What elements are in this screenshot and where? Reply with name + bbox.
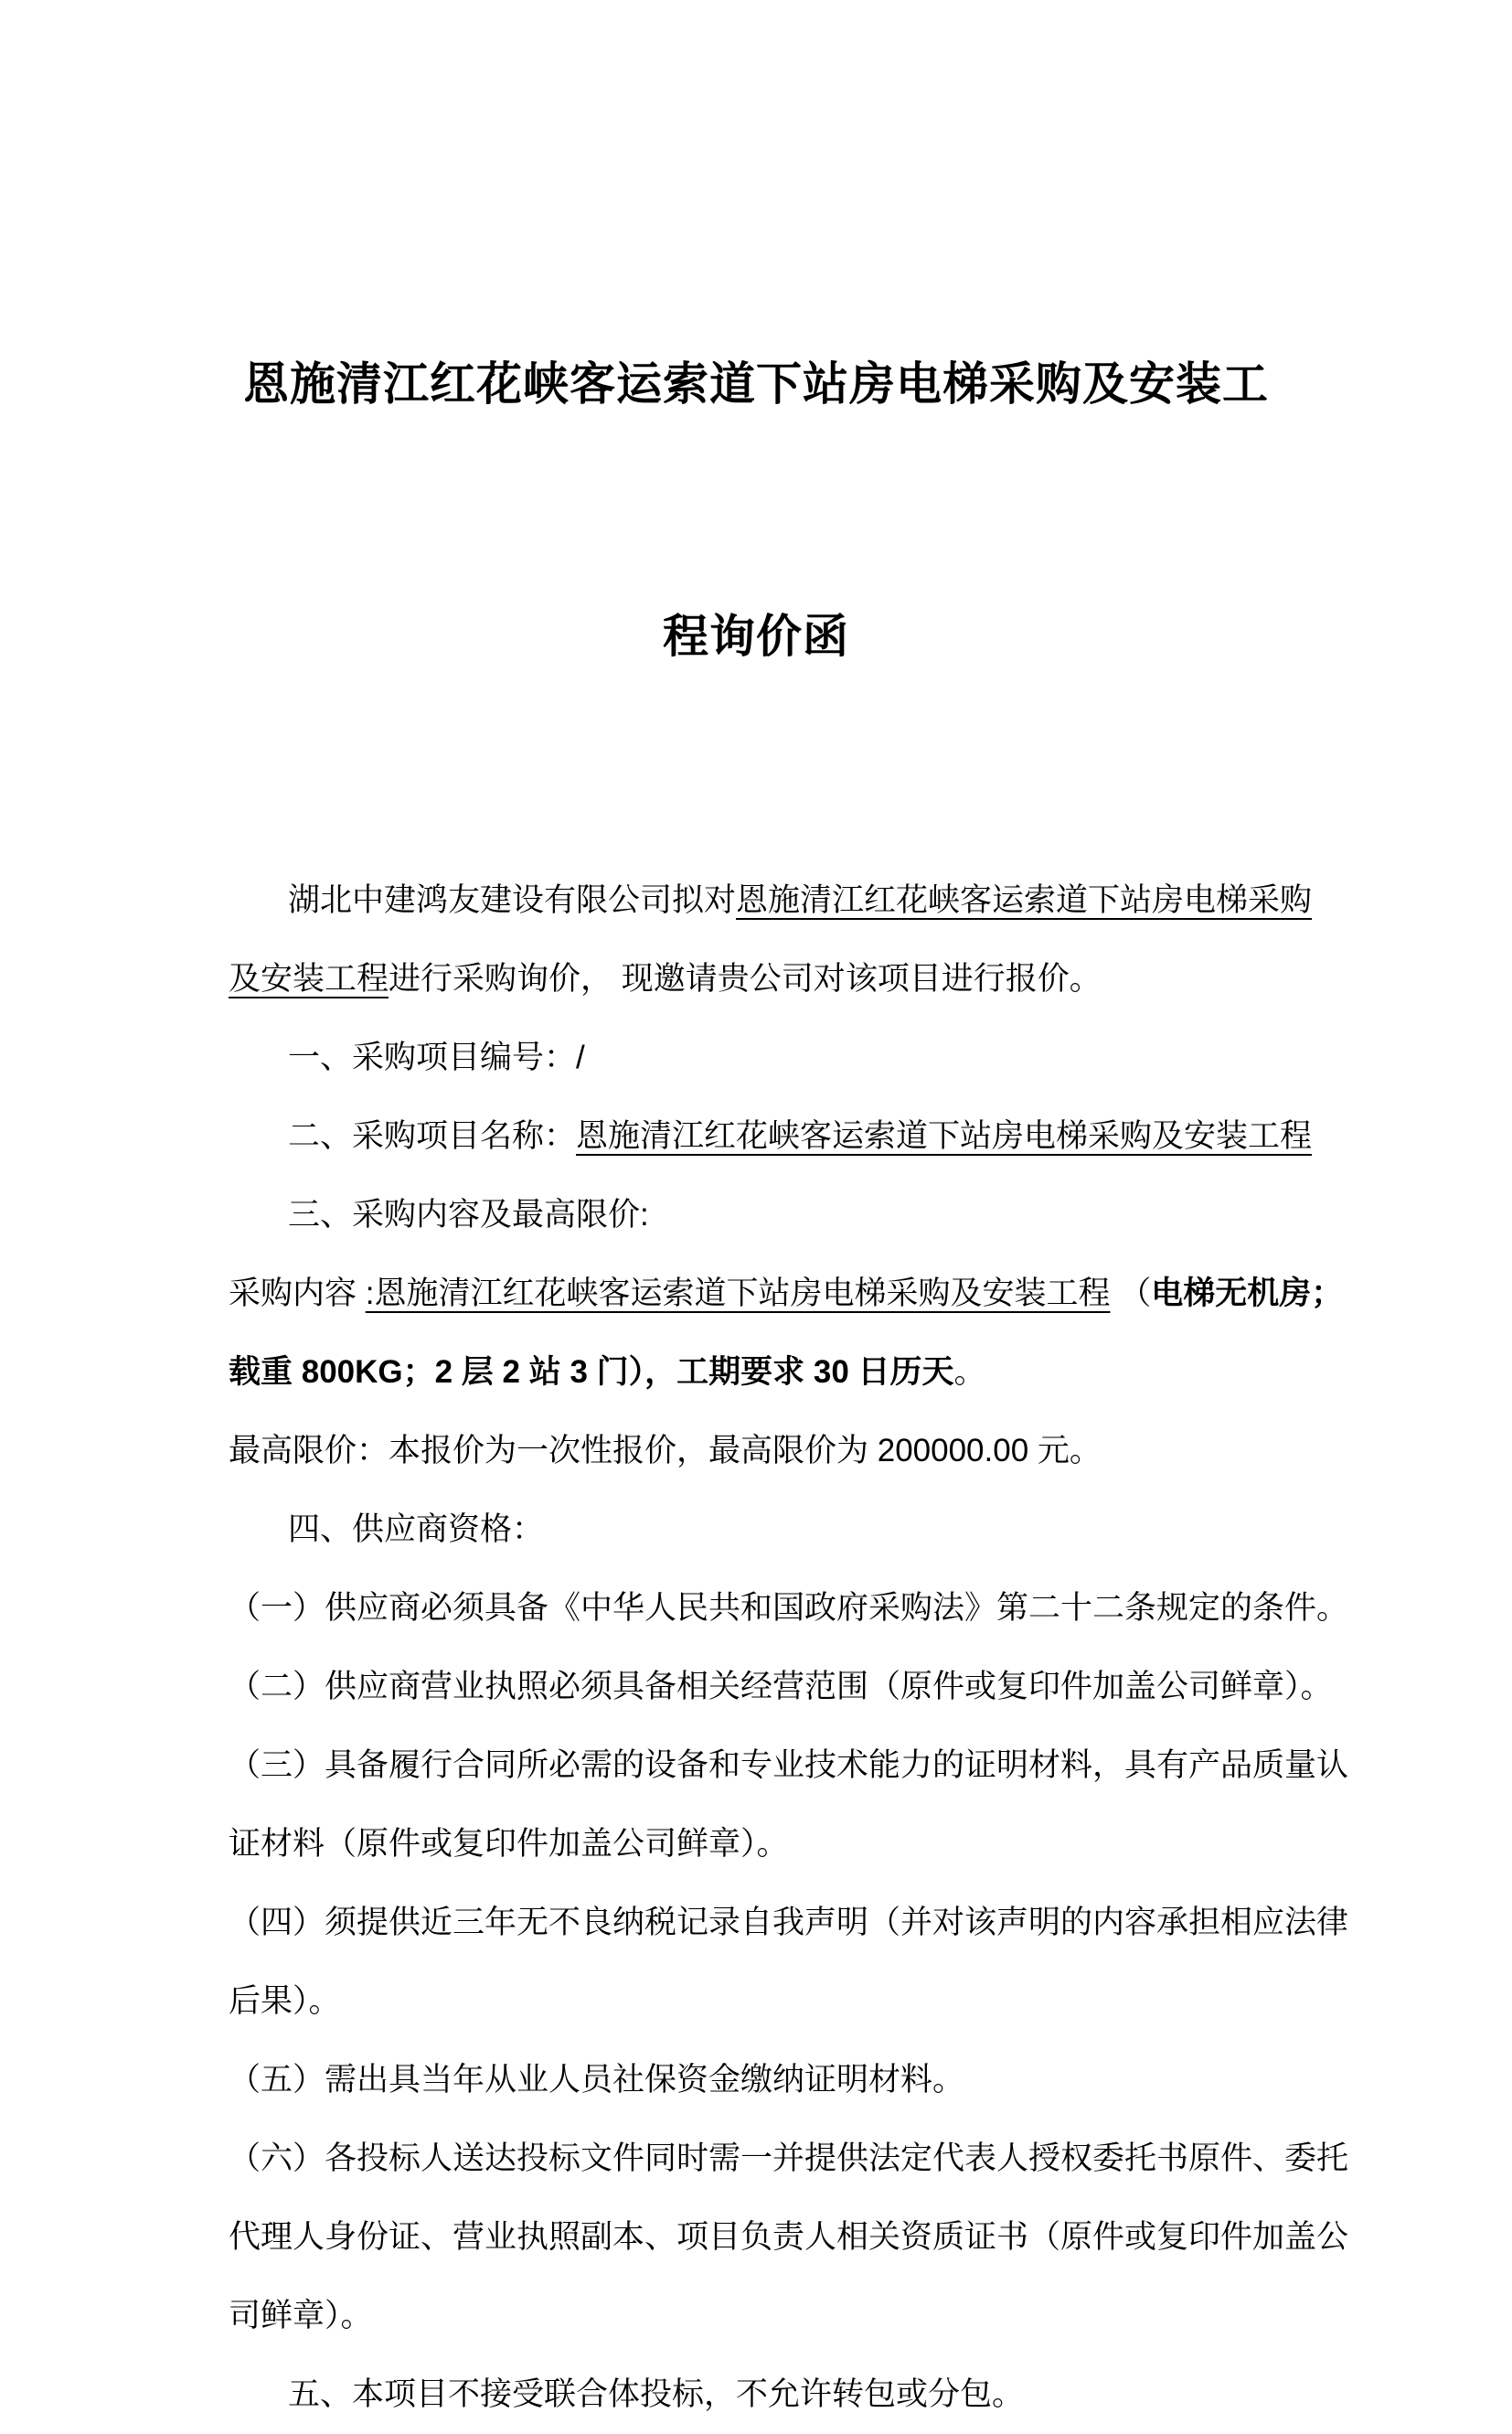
text-run: 证材料（原件或复印件加盖公司鲜章）。 [229,1826,789,1862]
text-line [229,2277,1283,2355]
document-title-line-2: 程询价函 [663,611,849,662]
text-run: 载重 800KG；2 层 2 站 3 门），工期要求 30 日历天 [229,1354,954,1390]
text-run: 后果）。 [229,1983,341,2019]
text-line [229,1254,1344,1333]
text-line [229,940,1283,1019]
text-line [229,2355,1283,2434]
text-run: （一）供应商必须具备《中华人民共和国政府采购法》第二十二条规定的条件。 [229,1590,1349,1626]
text-line [229,1648,1333,1726]
text-line [229,1569,1349,1648]
text-run: 进行采购询价， 现邀请贵公司对该项目进行报价。 [389,961,1102,997]
text-run: 电梯无机房； [1151,1276,1344,1311]
text-run: :恩施清江红花峡客运索道下站房电梯采购及安装工程 [365,1276,1111,1311]
text-line [229,1019,1283,1097]
text-line [229,1805,1283,1884]
text-run: 一、采购项目编号：/ [288,1040,585,1075]
text-line [229,1884,1349,1962]
text-run: 及安装工程 [229,961,389,997]
text-run: 采购内容 [229,1276,366,1311]
text-run: 最高限价：本报价为一次性报价，最高限价为 200000.00 元。 [229,1433,1102,1468]
text-run: 代理人身份证、营业执照副本、项目负责人相关资质证书（原件或复印件加盖公 [229,2219,1349,2255]
text-line [229,1097,1313,1176]
text-line [229,1333,1283,1412]
text-run: 五、本项目不接受联合体投标，不允许转包或分包。 [288,2376,1025,2412]
text-run: 。 [953,1354,986,1390]
text-line [229,2119,1349,2198]
text-run: 司鲜章）。 [229,2298,373,2333]
document-body [229,861,1349,2434]
text-run: （三）具备履行合同所必需的设备和专业技术能力的证明材料，具有产品质量认 [229,1747,1349,1783]
text-line [229,2198,1349,2277]
text-run: （六）各投标人送达投标文件同时需一并提供法定代表人授权委托书原件、委托 [229,2140,1349,2176]
text-run: 三、采购内容及最高限价: [288,1197,649,1233]
text-run: （五）需出具当年从业人员社保资金缴纳证明材料。 [229,2062,965,2098]
text-run: （ [1110,1276,1152,1311]
text-run: 四、供应商资格： [288,1511,545,1547]
text-run: 二、采购项目名称： [288,1118,577,1154]
text-line [229,1176,1283,1254]
text-run: （二）供应商营业执照必须具备相关经营范围（原件或复印件加盖公司鲜章）。 [229,1669,1333,1704]
text-line [229,861,1313,940]
text-line [229,1962,1283,2041]
text-line [229,1490,1283,1569]
text-run: 恩施清江红花峡客运索道下站房电梯采购及安装工程 [576,1118,1313,1154]
text-line [229,1726,1349,1805]
text-line [229,1412,1283,1490]
text-line [229,2041,1283,2119]
text-run: 恩施清江红花峡客运索道下站房电梯采购 [736,882,1313,918]
document-title [229,174,1283,847]
text-run: 湖北中建鸿友建设有限公司拟对 [288,882,737,918]
document-title-line-1: 恩施清江红花峡客运索道下站房电梯采购及安装工 [243,358,1269,410]
text-run: （四）须提供近三年无不良纳税记录自我声明（并对该声明的内容承担相应法律 [229,1905,1349,1940]
